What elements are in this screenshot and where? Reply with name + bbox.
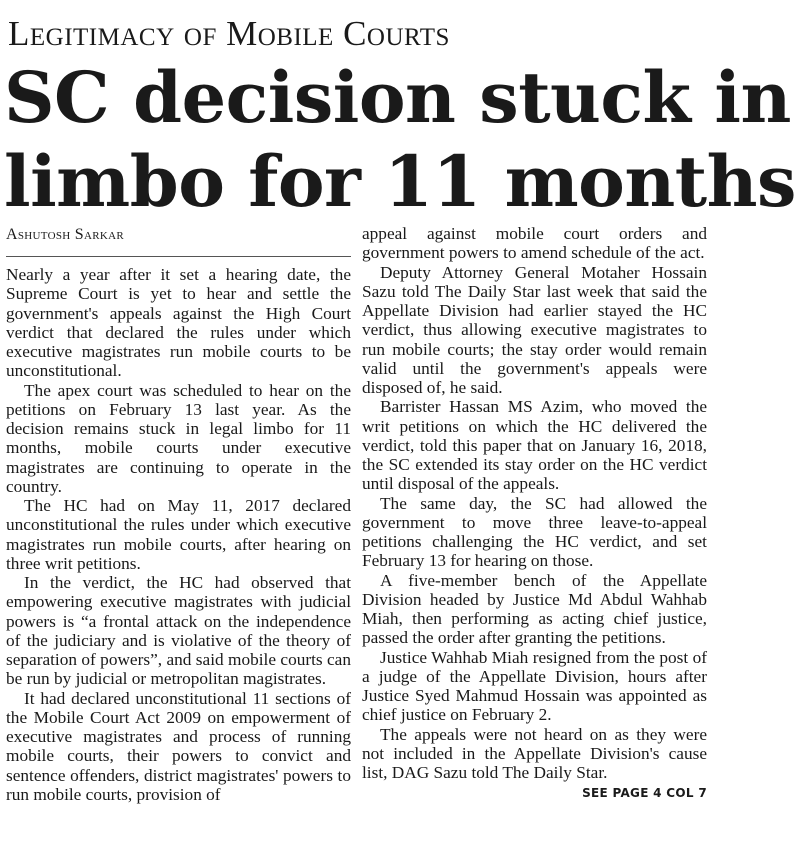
paragraph: A five-member bench of the Appellate Division headed by Justice Md Abdul Wahhab Miah, then performing as acting chief justice, passed the order after granting the petitions. bbox=[362, 570, 707, 648]
paragraph: The appeals were not heard on as they were not included in the Appellate Division's cause list, DAG Sazu told The Daily Star. bbox=[362, 724, 707, 782]
continuation-note: SEE PAGE 4 COL 7 bbox=[582, 786, 707, 801]
paragraph: Justice Wahhab Miah resigned from the post of a judge of the Appellate Division, hours after Justice Syed Mahmud Hossain was appointed as chief justice on February 2. bbox=[362, 647, 707, 725]
paragraph: appeal against mobile court orders and government powers to amend schedule of the act. bbox=[362, 224, 707, 263]
paragraph: It had declared unconstitutional 11 sections of the Mobile Court Act 2009 on empowerment of executive magistrates and process of running mobile courts, their powers to convict and sentence offenders, district magistrates' powers to run mobile courts, provision of bbox=[6, 688, 351, 804]
paragraph: Nearly a year after it set a hearing date, the Supreme Court is yet to hear and settle the government's appeals against the High Court verdict that declared the rules under which executive magistrates run mobile courts to be unconstitutional. bbox=[6, 265, 351, 381]
paragraph: The same day, the SC had allowed the government to move three leave-to-appeal petitions challenging the HC verdict, and set February 13 for hearing on those. bbox=[362, 493, 707, 571]
paragraph: In the verdict, the HC had observed that empowering executive magistrates with judicial powers is “a frontal attack on the independence of the judiciary and is violative of the theory of separation of powers”, and said mobile courts can be run by judicial or metropolitan magistrates. bbox=[6, 573, 351, 689]
headline bbox=[4, 56, 796, 224]
paragraph: Deputy Attorney General Motaher Hossain Sazu told The Daily Star last week that said the Appellate Division had earlier stayed the HC verdict, thus allowing executive magistrates to run mobile courts; the stay order would remain valid until the government's appeals were disposed of, he said. bbox=[362, 262, 707, 397]
paragraph: The apex court was scheduled to hear on the petitions on February 13 last year. As the decision remains stuck in legal limbo for 11 months, mobile courts under executive magistrates are continuing to operate in the country. bbox=[6, 380, 351, 496]
right-column bbox=[362, 224, 707, 804]
paragraph: The HC had on May 11, 2017 declared unconstitutional the rules under which executive magistrates run mobile courts, after hearing on three writ petitions. bbox=[6, 496, 351, 573]
article-body bbox=[6, 224, 712, 844]
kicker: Legitimacy of Mobile Courts bbox=[8, 14, 450, 53]
headline-line-1: SC decision stuck in bbox=[4, 56, 791, 139]
paragraph: Barrister Hassan MS Azim, who moved the writ petitions on which the HC delivered the verdict, told this paper that on January 16, 2018, the SC extended its stay order on the HC verdict until disposal of the appeals. bbox=[362, 397, 707, 494]
byline: Ashutosh Sarkar bbox=[6, 224, 351, 257]
headline-line-2: limbo for 11 months bbox=[4, 140, 796, 223]
left-column bbox=[6, 224, 351, 804]
